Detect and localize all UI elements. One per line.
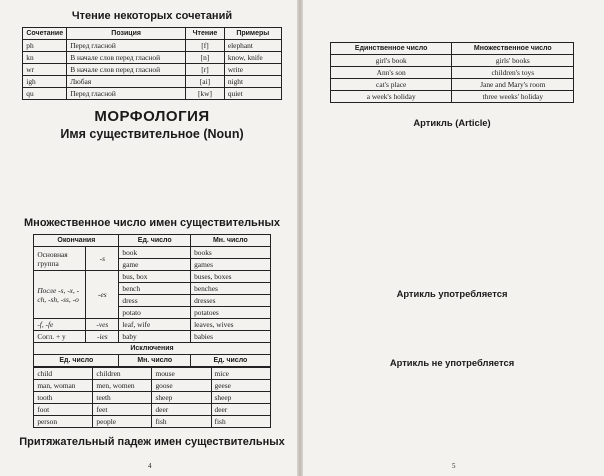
table-row [330, 91, 573, 103]
table-header-row [330, 43, 573, 55]
table-cell: person [34, 416, 93, 428]
table-cell: qu [23, 88, 67, 100]
table-cell: В начале слов перед гласной [67, 64, 186, 76]
table-cell: men, women [93, 380, 152, 392]
table-row [34, 380, 270, 392]
table-row [34, 343, 270, 355]
table-header-row [34, 235, 270, 247]
table-cell: girl's book [330, 55, 452, 67]
table-cell: books [191, 247, 271, 259]
table-cell: igh [23, 76, 67, 88]
table-header-cell: Ед. число [34, 355, 119, 367]
table-cell: [r] [186, 64, 225, 76]
table-cell: В начале слов перед гласной [67, 52, 186, 64]
article-not-used-title: Артикль не употребляется [389, 357, 515, 368]
table-cell: dresses [191, 295, 271, 307]
table-cell: quiet [224, 88, 281, 100]
table-cell: Основная группа [34, 247, 86, 271]
page-number: 5 [452, 462, 456, 470]
table-cell: child [34, 368, 93, 380]
table-header-row [34, 355, 270, 367]
table-cell: -ves [86, 319, 119, 331]
plural-table [33, 234, 270, 367]
table-cell: games [191, 259, 271, 271]
table-cell: night [224, 76, 281, 88]
noun-title: Имя существительное (Noun) [60, 127, 244, 141]
article-title: Артикль (Article) [413, 117, 491, 128]
table-cell: geese [211, 380, 270, 392]
table-row [34, 247, 270, 259]
table-cell: children [93, 368, 152, 380]
table-row [23, 76, 281, 88]
table-cell: Перед гласной [67, 88, 186, 100]
table-cell: babies [191, 331, 271, 343]
right-page [302, 0, 604, 476]
table-cell: three weeks' holiday [452, 91, 574, 103]
table-cell: Перед гласной [67, 40, 186, 52]
table-cell: leaves, wives [191, 319, 271, 331]
table-cell: -f, -fe [34, 319, 86, 331]
table-cell: baby [119, 331, 191, 343]
table-cell: sheep [152, 392, 211, 404]
table-row [23, 88, 281, 100]
table-cell: feet [93, 404, 152, 416]
table-header-cell: Ед. число [191, 355, 271, 367]
table-row [330, 55, 573, 67]
exceptions-table [33, 367, 270, 428]
table-cell: bench [119, 283, 191, 295]
table-cell: [f] [186, 40, 225, 52]
table-cell: write [224, 64, 281, 76]
table-cell: dress [119, 295, 191, 307]
table-cell: После -s, -x, -ch, -sh, -ss, -o [34, 271, 86, 319]
table-cell: foot [34, 404, 93, 416]
table-cell: game [119, 259, 191, 271]
table-header-cell: Сочетание [23, 28, 67, 40]
morphology-title: МОРФОЛОГИЯ [94, 108, 210, 125]
table-cell: [kw] [186, 88, 225, 100]
table-cell: girls' books [452, 55, 574, 67]
table-cell: benches [191, 283, 271, 295]
table-cell: -ies [86, 331, 119, 343]
table-cell: potato [119, 307, 191, 319]
possessive-title: Притяжательный падеж имен существительных [19, 436, 285, 448]
table-header-cell: Мн. число [191, 235, 271, 247]
table-cell: sheep [211, 392, 270, 404]
table-cell: -es [86, 271, 119, 319]
table-header-cell: Ед. число [119, 235, 191, 247]
table-header-cell: Мн. число [119, 355, 191, 367]
table-cell: teeth [93, 392, 152, 404]
table-header-cell: Чтение [186, 28, 225, 40]
left-page [0, 0, 298, 476]
table-row [23, 52, 281, 64]
table-cell: potatoes [191, 307, 271, 319]
table-cell: kn [23, 52, 67, 64]
table-cell: wr [23, 64, 67, 76]
table-row [34, 319, 270, 331]
exceptions-title: Исключения [34, 343, 270, 355]
plural-title: Множественное число имен существительных [24, 217, 280, 229]
table-row [23, 40, 281, 52]
table-cell: leaf, wife [119, 319, 191, 331]
table-header-row [23, 28, 281, 40]
table-row [23, 64, 281, 76]
table-cell: [ai] [186, 76, 225, 88]
table-cell: man, woman [34, 380, 93, 392]
table-row [330, 67, 573, 79]
possessive-examples-table [330, 42, 574, 103]
reading-combinations-title: Чтение некоторых сочетаний [71, 10, 233, 22]
table-cell: fish [152, 416, 211, 428]
table-cell: a week's holiday [330, 91, 452, 103]
table-row [34, 271, 270, 283]
table-cell: Jane and Mary's room [452, 79, 574, 91]
table-cell: mouse [152, 368, 211, 380]
table-header-cell: Позиция [67, 28, 186, 40]
table-cell: Любая [67, 76, 186, 88]
table-row [34, 368, 270, 380]
table-row [34, 404, 270, 416]
table-cell: [n] [186, 52, 225, 64]
table-cell: tooth [34, 392, 93, 404]
reading-combinations-table [22, 27, 281, 100]
table-cell: fish [211, 416, 270, 428]
table-header-cell: Единственное число [330, 43, 452, 55]
table-cell: children's toys [452, 67, 574, 79]
table-cell: mice [211, 368, 270, 380]
table-cell: ph [23, 40, 67, 52]
table-cell: cat's place [330, 79, 452, 91]
table-cell: know, knife [224, 52, 281, 64]
table-cell: bus, box [119, 271, 191, 283]
table-cell: elephant [224, 40, 281, 52]
table-cell: buses, boxes [191, 271, 271, 283]
page-number: 4 [148, 462, 152, 470]
table-header-cell: Множественное число [452, 43, 574, 55]
table-header-cell: Окончания [34, 235, 119, 247]
table-cell: goose [152, 380, 211, 392]
table-cell: book [119, 247, 191, 259]
table-cell: -s [86, 247, 119, 271]
table-header-cell: Примеры [224, 28, 281, 40]
table-cell: Ann's son [330, 67, 452, 79]
table-cell: people [93, 416, 152, 428]
table-row [34, 392, 270, 404]
table-cell: Согл. + y [34, 331, 86, 343]
table-cell: deer [152, 404, 211, 416]
table-row [330, 79, 573, 91]
table-row [34, 331, 270, 343]
article-used-title: Артикль употребляется [396, 288, 508, 299]
table-cell: deer [211, 404, 270, 416]
table-row [34, 416, 270, 428]
